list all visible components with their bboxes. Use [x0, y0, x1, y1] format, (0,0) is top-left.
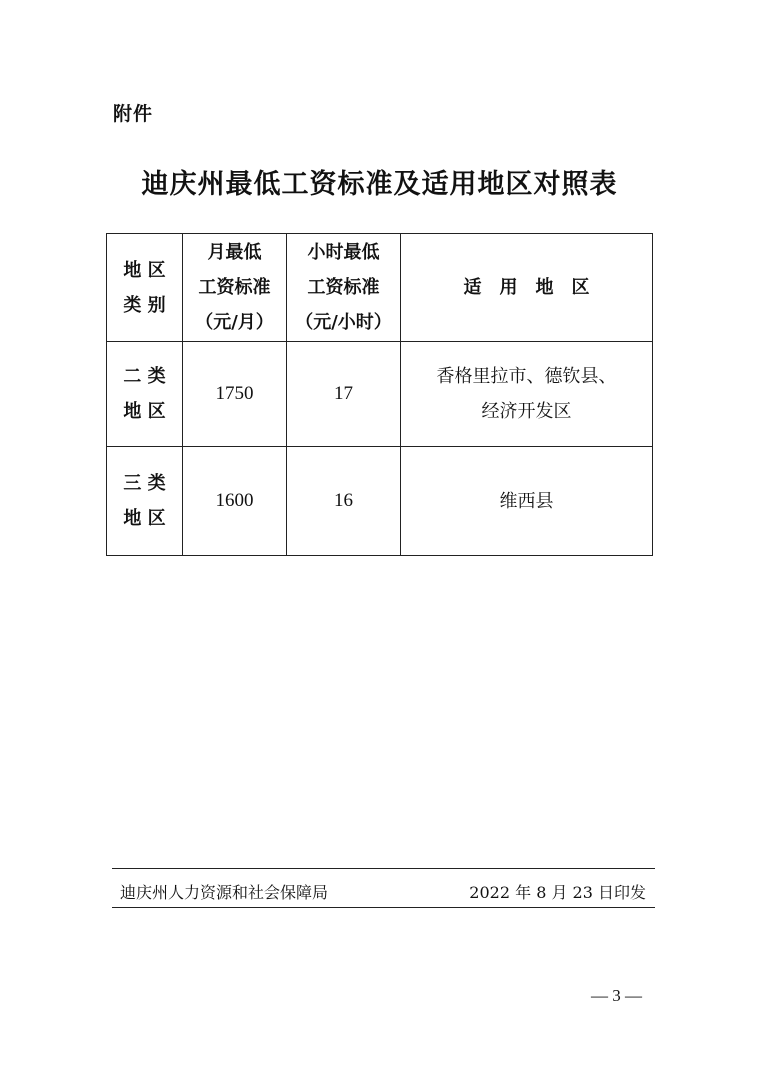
header-applicable-areas: 适 用 地 区 [401, 234, 653, 342]
applicable-areas-cell [401, 447, 653, 556]
header-region-type-line: 地 区 [123, 259, 166, 281]
region-category-cell [107, 447, 183, 556]
region-category-line: 地 区 [123, 508, 166, 529]
table-header-row [107, 234, 653, 342]
hourly-wage-cell: 17 [287, 342, 401, 447]
region-category-line: 二 类 [123, 366, 166, 387]
header-hourly-line: （元/小时） [295, 312, 392, 333]
header-monthly-line: 工资标准 [198, 277, 271, 298]
footer-issuer: 迪庆州人力资源和社会保障局 [120, 883, 329, 902]
table-row [107, 342, 653, 447]
wage-standard-table [106, 233, 653, 556]
header-region-type-line: 类 别 [123, 294, 166, 316]
table-row [107, 447, 653, 556]
header-monthly-line: （元/月） [195, 312, 274, 333]
attachment-label: 附件 [113, 103, 154, 125]
header-region-type [107, 234, 183, 342]
region-category-line: 地 区 [123, 401, 166, 422]
document-title: 迪庆州最低工资标准及适用地区对照表 [141, 169, 618, 200]
header-monthly-standard [183, 234, 287, 342]
page-number: — 3 — [591, 986, 642, 1005]
footer-bottom-rule [112, 907, 655, 908]
monthly-wage-cell: 1600 [183, 447, 287, 556]
footer-top-rule [112, 868, 655, 869]
header-hourly-line: 小时最低 [307, 242, 380, 263]
monthly-wage-cell: 1750 [183, 342, 287, 447]
applicable-areas-line: 经济开发区 [481, 401, 572, 422]
hourly-wage-cell: 16 [287, 447, 401, 556]
applicable-areas-line: 香格里拉市、德钦县、 [436, 366, 617, 387]
applicable-areas-line: 维西县 [499, 490, 554, 512]
header-hourly-line: 工资标准 [307, 277, 380, 298]
applicable-areas-cell [401, 342, 653, 447]
footer-issue-date: 2022 年 8 月 23 日印发 [469, 883, 646, 902]
region-category-cell [107, 342, 183, 447]
region-category-line: 三 类 [123, 473, 166, 494]
header-hourly-standard [287, 234, 401, 342]
header-monthly-line: 月最低 [207, 242, 262, 263]
